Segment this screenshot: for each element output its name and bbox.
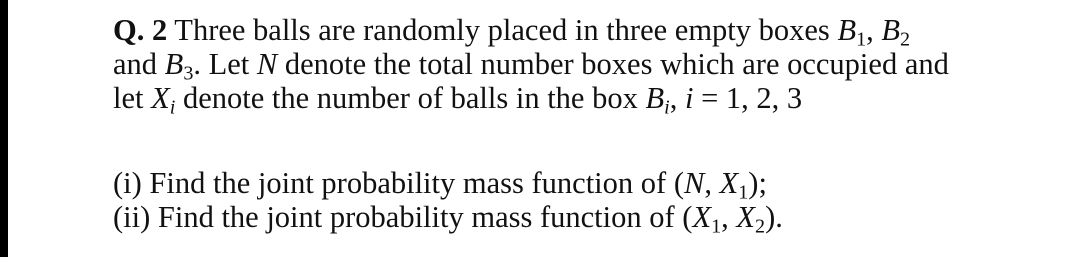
variable-x-subscript: i xyxy=(169,96,176,119)
question-line-3 xyxy=(113,81,1013,119)
box-b2-subscript: 2 xyxy=(900,28,911,51)
line3-prefix: let xyxy=(113,81,152,115)
box-b1: B xyxy=(837,13,857,47)
part-i-close-paren: ) xyxy=(748,166,759,200)
line3-comma: , xyxy=(669,81,685,115)
line2-prefix: and xyxy=(113,47,165,81)
part-ii-var-x1: X xyxy=(692,200,712,234)
part-i xyxy=(113,166,783,204)
question-number: Q. 2 xyxy=(113,13,168,47)
part-i-var-x: X xyxy=(719,166,739,200)
part-ii-comma: , xyxy=(721,200,737,234)
line2-suffix: denote the total number boxes which are occupied and xyxy=(277,47,949,81)
index-i: i xyxy=(684,81,694,115)
part-ii-open-paren: ( xyxy=(682,200,693,234)
part-i-var-n: N xyxy=(683,166,705,200)
part-ii xyxy=(113,200,783,238)
question-parts xyxy=(113,166,783,238)
separator: , xyxy=(866,13,882,47)
part-ii-label: (ii) xyxy=(113,200,151,234)
part-ii-var-x2-subscript: 2 xyxy=(755,215,766,238)
variable-b: B xyxy=(645,81,665,115)
line3-mid: denote the number of balls in the box xyxy=(175,81,646,115)
variable-x: X xyxy=(151,81,170,115)
box-b1-subscript: 1 xyxy=(856,28,867,51)
variable-b-subscript: i xyxy=(664,96,670,119)
box-b3-subscript: 3 xyxy=(183,62,194,85)
question-statement xyxy=(113,13,1013,119)
line2-mid: . Let xyxy=(193,47,257,81)
part-ii-var-x1-subscript: 1 xyxy=(711,215,722,238)
part-ii-close-paren: ) xyxy=(765,200,776,234)
part-ii-end: . xyxy=(775,200,783,234)
part-i-open-paren: ( xyxy=(673,166,684,200)
box-b2: B xyxy=(881,13,901,47)
question-text-1: Three balls are randomly placed in three empty boxes xyxy=(167,13,838,47)
question-line-1 xyxy=(113,13,1013,51)
left-border-bar xyxy=(0,0,8,257)
part-i-end: ; xyxy=(758,166,767,200)
part-ii-text: Find the joint probability mass function of xyxy=(150,200,683,234)
box-b3: B xyxy=(164,47,184,81)
question-line-2 xyxy=(113,47,1013,85)
part-i-label: (i) xyxy=(113,166,142,200)
part-i-text: Find the joint probability mass function of xyxy=(141,166,674,200)
index-range: = 1, 2, 3 xyxy=(693,81,803,115)
part-i-var-x-subscript: 1 xyxy=(738,181,749,204)
part-ii-var-x2: X xyxy=(736,200,756,234)
variable-n: N xyxy=(256,47,278,81)
part-i-comma: , xyxy=(704,166,720,200)
